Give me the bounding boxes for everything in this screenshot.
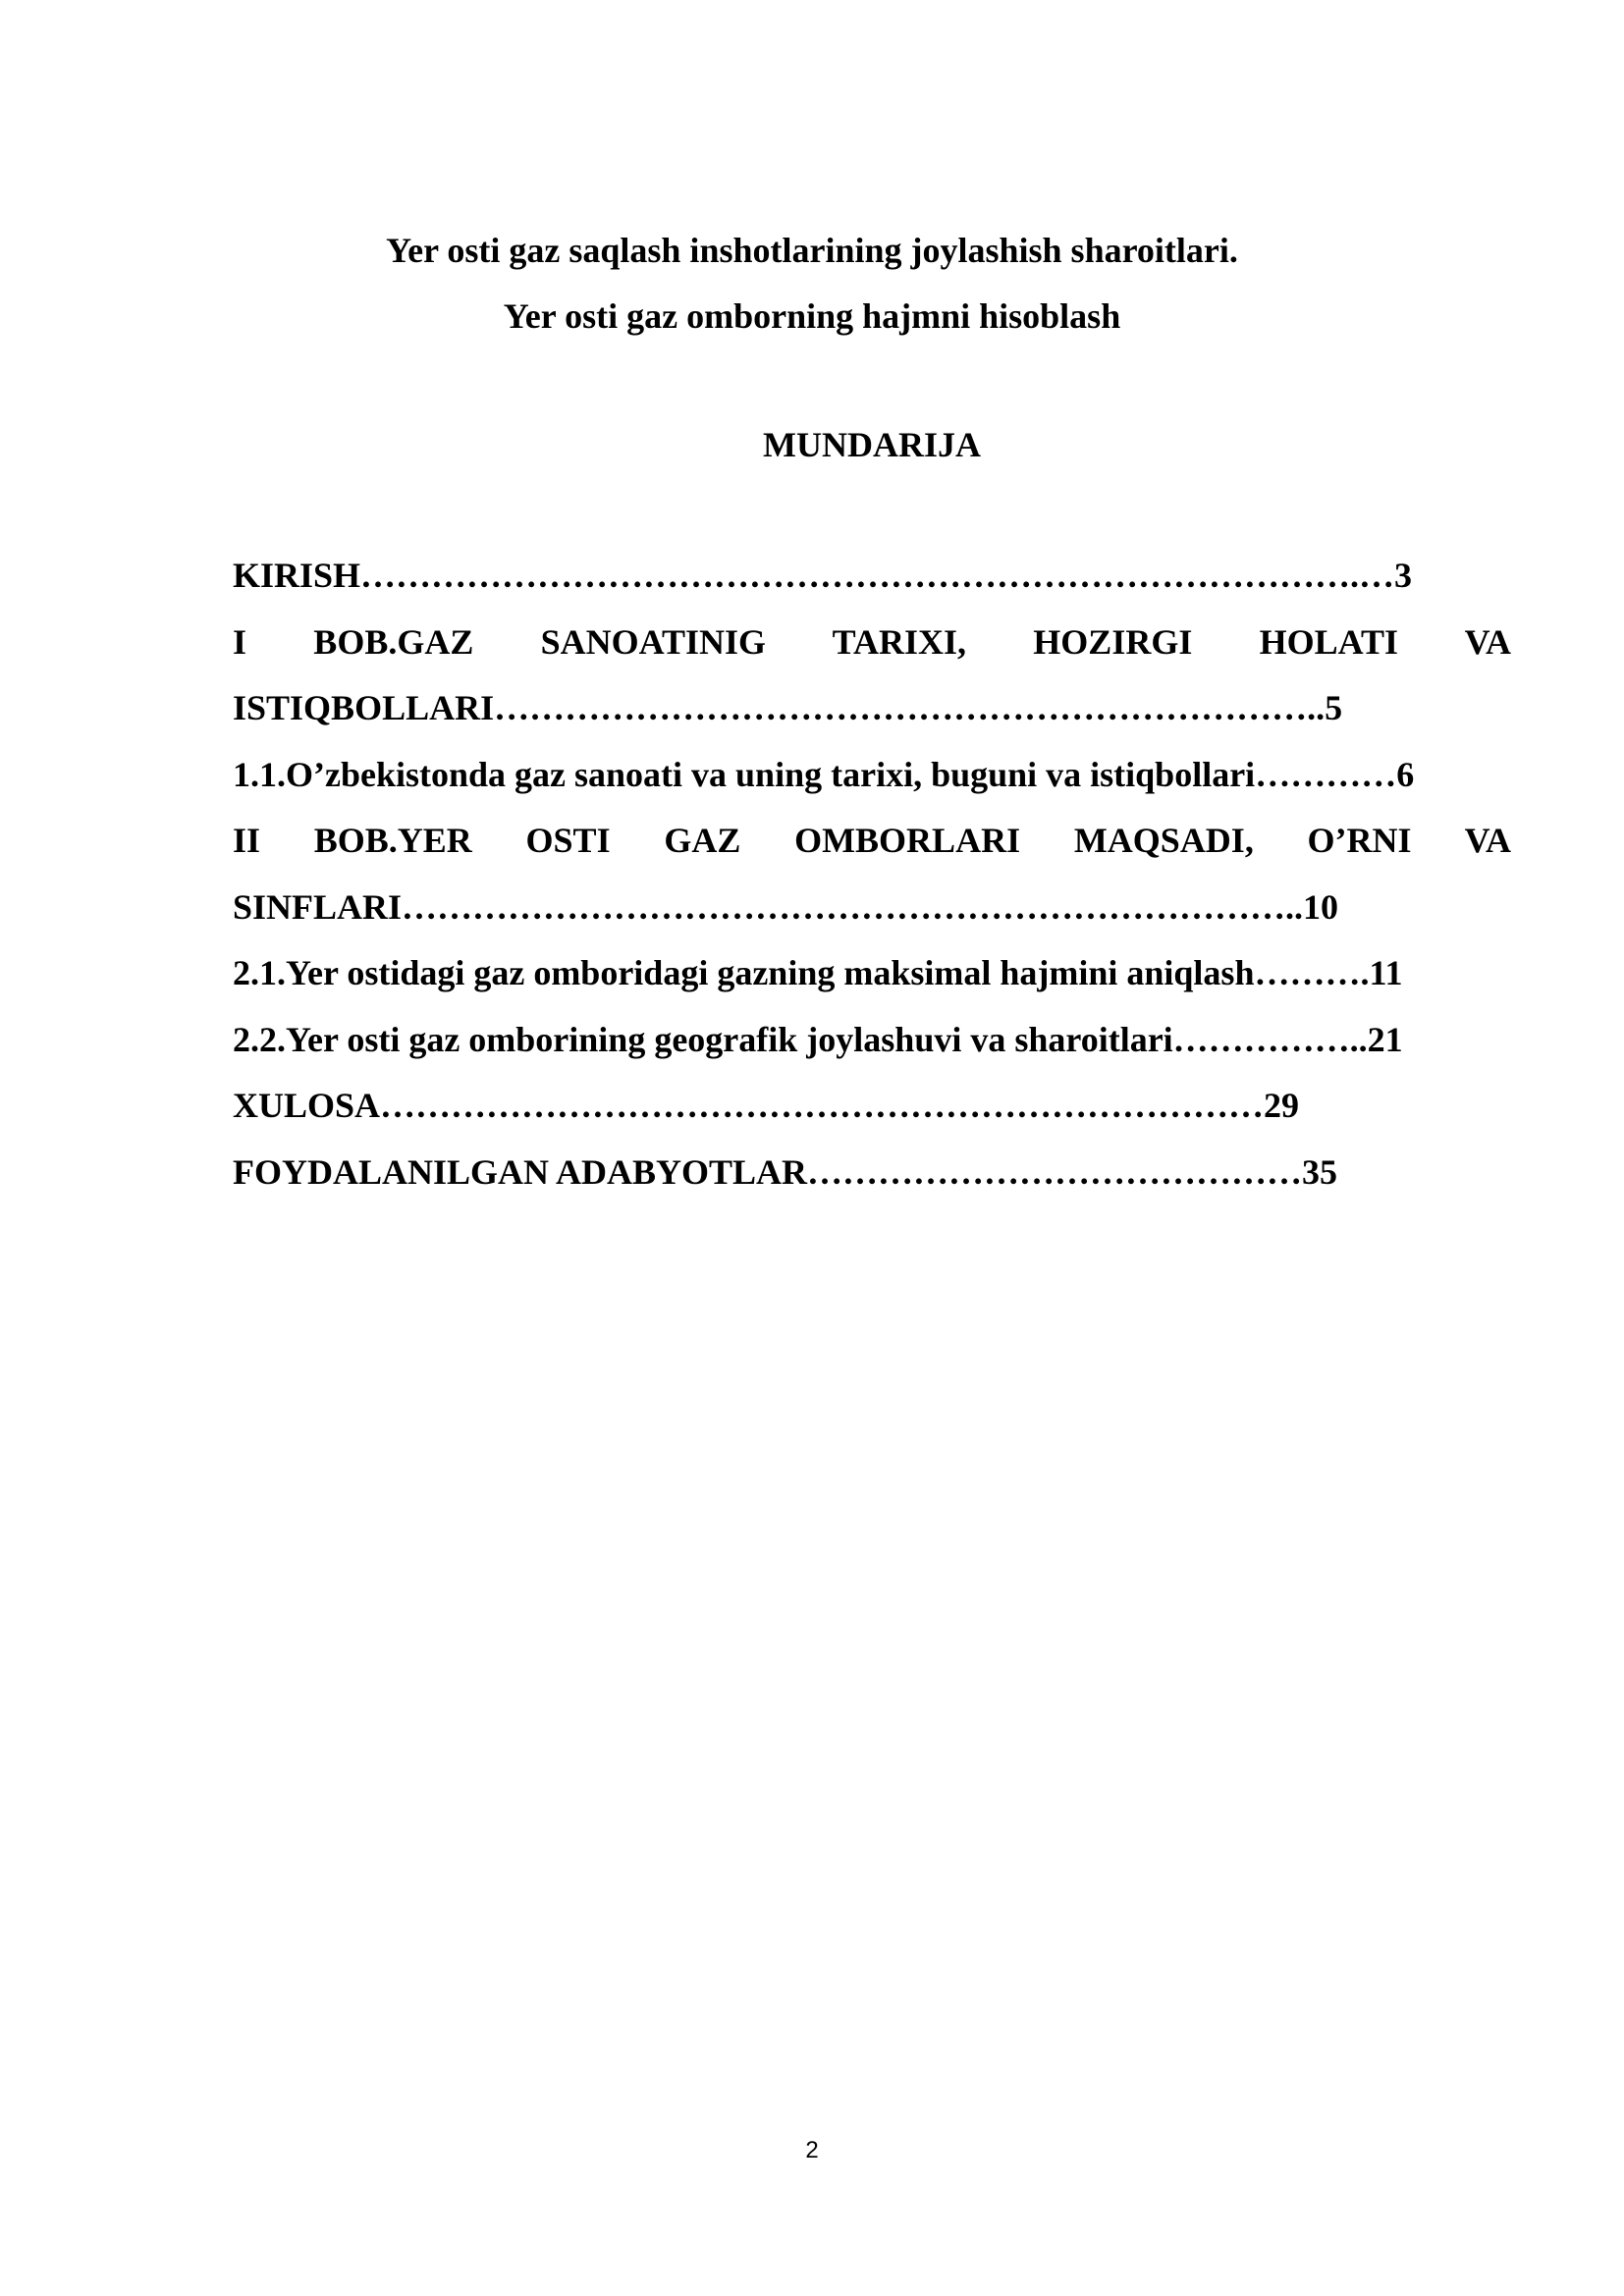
toc-entry-section-2-2: 2.2.Yer osti gaz omborining geografik joylashuvi va sharoitlari……………..21 bbox=[233, 1019, 1403, 1059]
toc-entry-references: FOYDALANILGAN ADABYOTLAR……………………………………35 bbox=[233, 1151, 1338, 1192]
toc-entry-kirish: KIRISH………………………………………………………………………….…3 bbox=[233, 556, 1413, 595]
toc-entry-chapter-1-line-2: ISTIQBOLLARI……………………………………………………………..5 bbox=[233, 688, 1343, 727]
toc-entry-section-1-1: 1.1.O’zbekistonda gaz sanoati va uning tarixi, buguni va istiqbollari…………6 bbox=[233, 754, 1415, 794]
page-number: 2 bbox=[805, 2137, 819, 2163]
table-of-contents bbox=[233, 543, 1511, 1205]
title-line-2: Yer osti gaz omborning hajmni hisoblash bbox=[503, 296, 1121, 336]
document-title bbox=[0, 218, 1624, 349]
toc-entry-chapter-2-line-1: II BOB.YER OSTI GAZ OMBORLARI MAQSADI, O’RNI VA bbox=[233, 821, 1511, 860]
toc-heading: MUNDARIJA bbox=[763, 425, 981, 464]
toc-entry-xulosa: XULOSA…………………………………………………………………29 bbox=[233, 1086, 1300, 1125]
toc-entry-chapter-2-line-2: SINFLARI…………………………………………………………………..10 bbox=[233, 886, 1339, 927]
toc-entry-chapter-1-line-1: I BOB.GAZ SANOATINIG TARIXI, HOZIRGI HOLATI VA bbox=[233, 621, 1511, 662]
title-line-1: Yer osti gaz saqlash inshotlarining joylashish sharoitlari. bbox=[386, 231, 1238, 270]
toc-entry-section-2-1: 2.1.Yer ostidagi gaz omboridagi gazning maksimal hajmini aniqlash……….11 bbox=[233, 953, 1403, 992]
